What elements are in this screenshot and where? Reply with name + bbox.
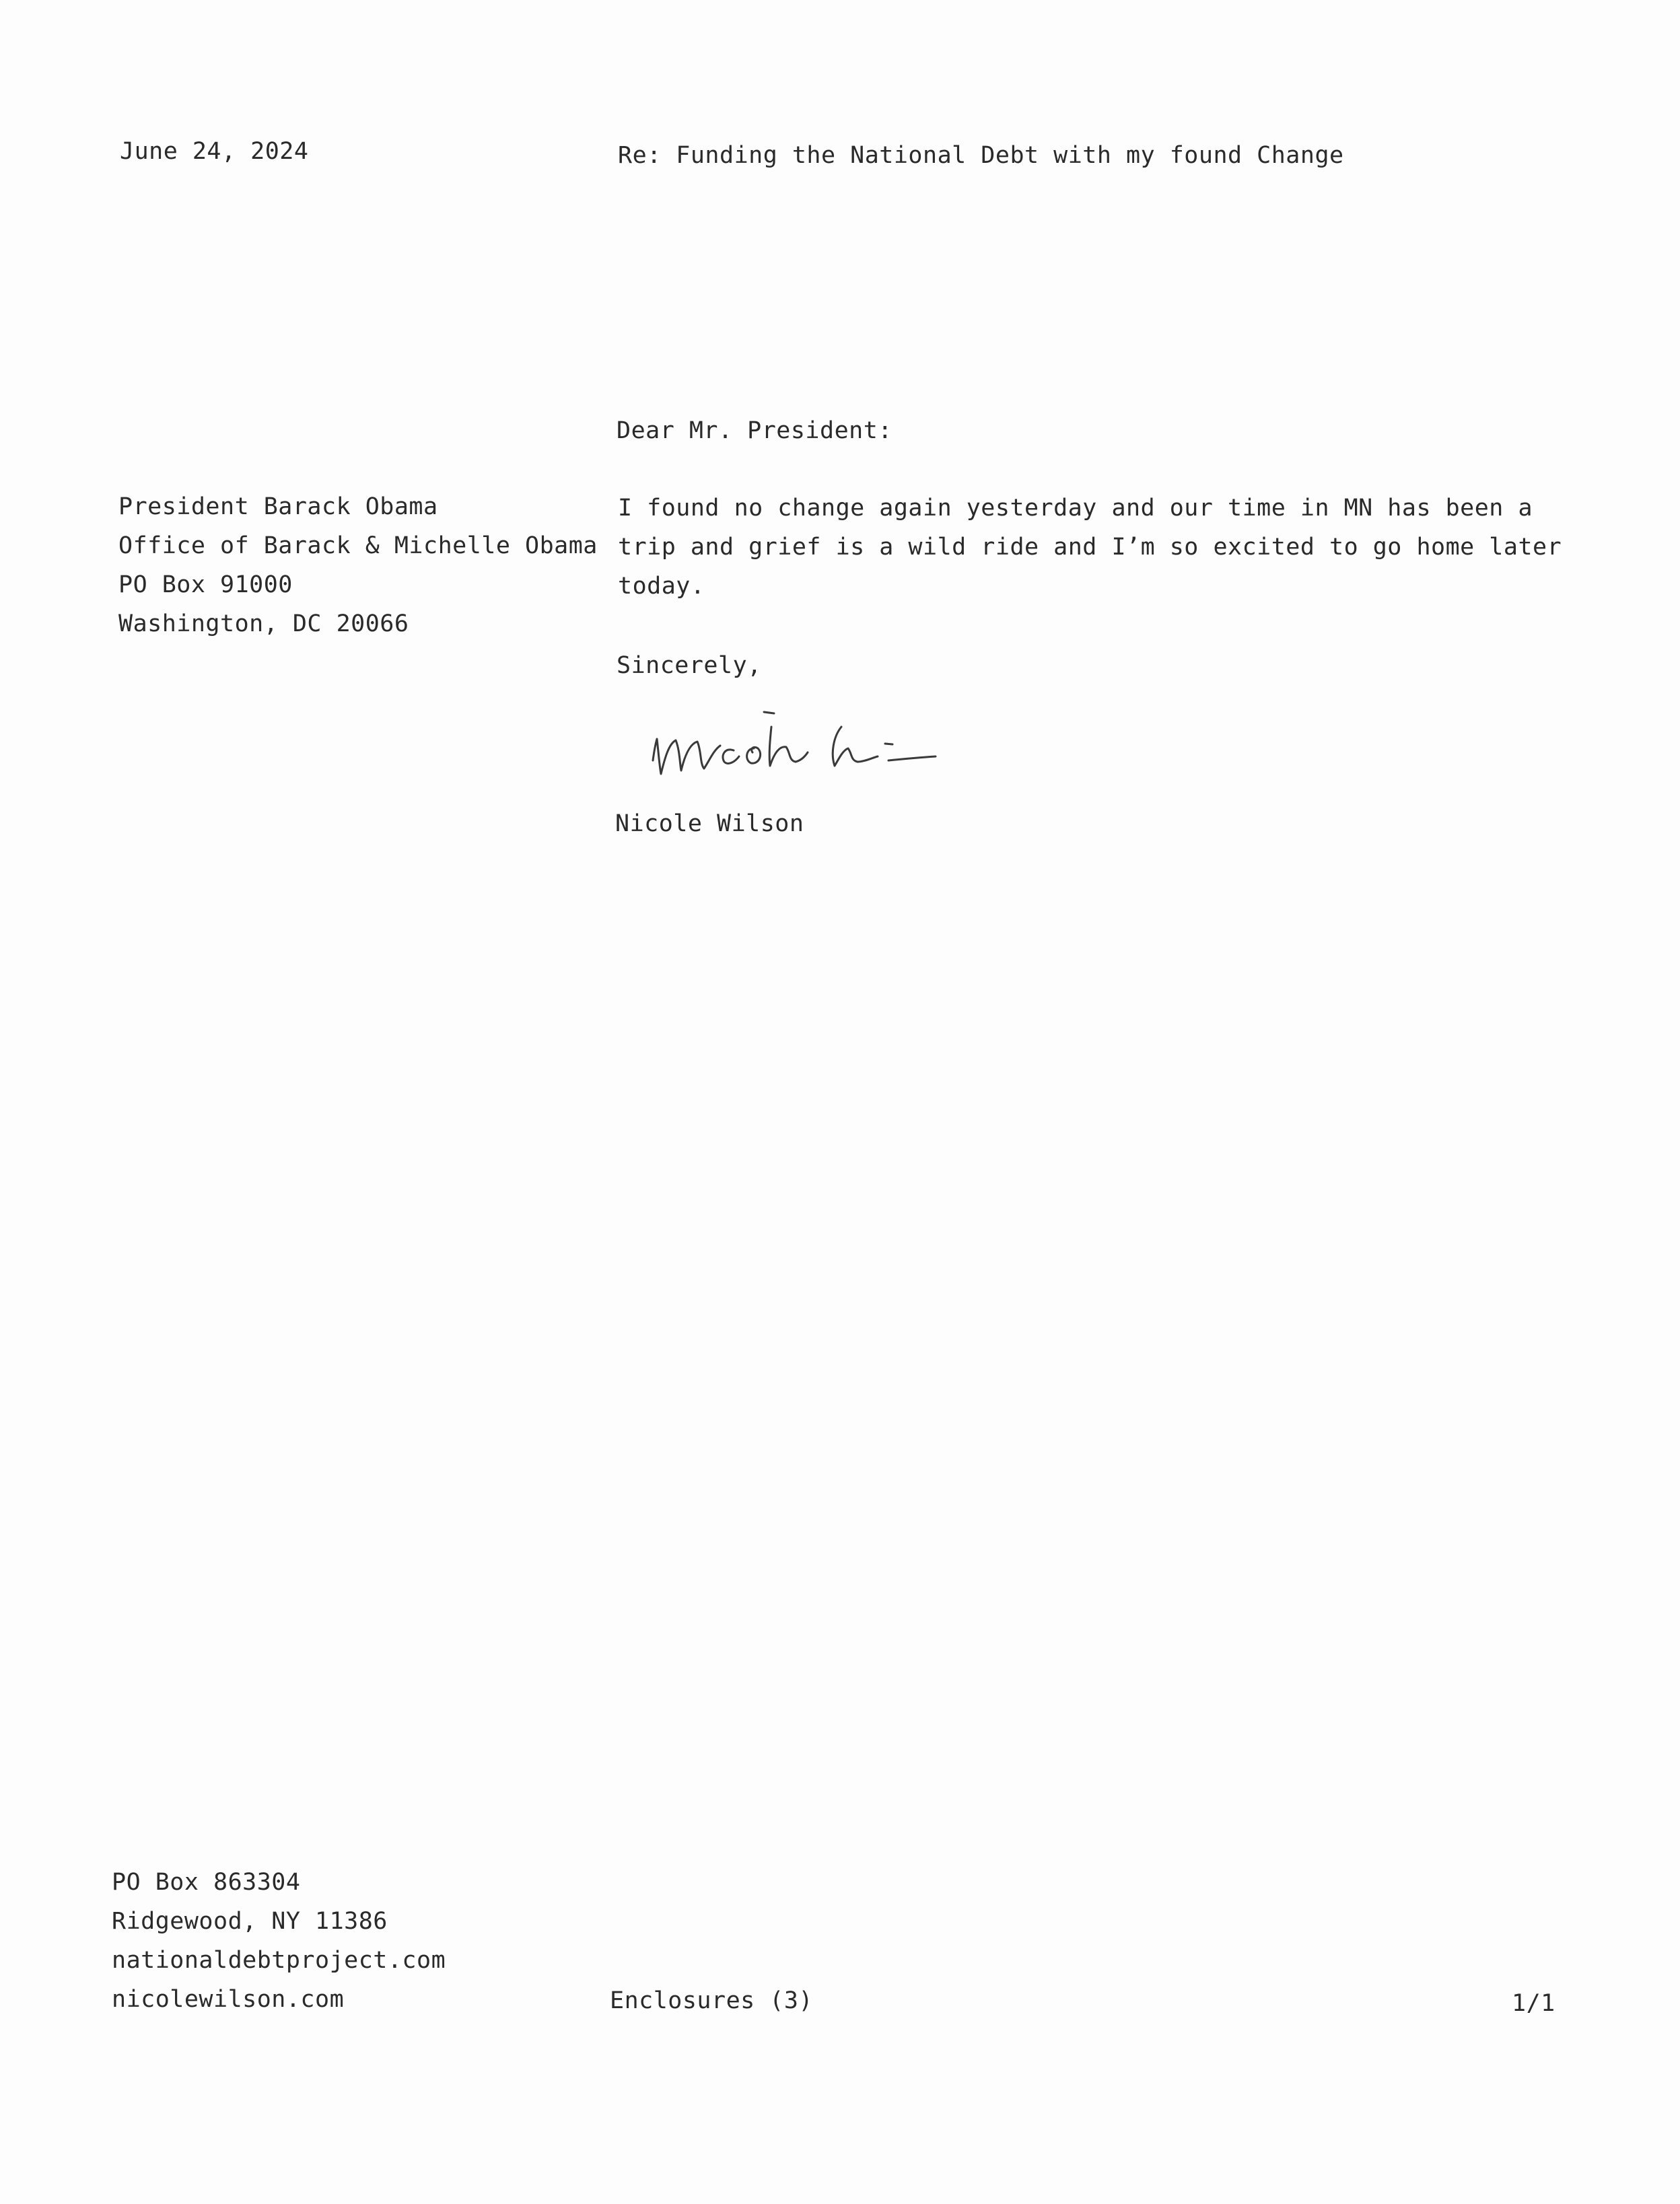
body-line: trip and grief is a wild ride and I’m so excited to go home later bbox=[618, 534, 1562, 561]
handwritten-signature bbox=[646, 686, 996, 801]
recipient-line: President Barack Obama bbox=[118, 493, 438, 520]
closing: Sincerely, bbox=[617, 652, 762, 679]
signer-name: Nicole Wilson bbox=[615, 810, 804, 837]
return-address-line: nicolewilson.com bbox=[112, 1986, 345, 2013]
return-address-line: PO Box 863304 bbox=[112, 1869, 301, 1896]
recipient-line: PO Box 91000 bbox=[118, 571, 293, 598]
letter-date: June 24, 2024 bbox=[120, 138, 309, 165]
enclosures-note: Enclosures (3) bbox=[610, 1987, 814, 2014]
recipient-line: Washington, DC 20066 bbox=[118, 610, 409, 637]
return-address-line: Ridgewood, NY 11386 bbox=[112, 1908, 388, 1935]
body-line: today. bbox=[618, 573, 705, 600]
letter-subject: Re: Funding the National Debt with my found Change bbox=[618, 142, 1344, 169]
page-number: 1/1 bbox=[1512, 1990, 1555, 2017]
return-address bbox=[112, 1863, 446, 2019]
recipient-line: Office of Barack & Michelle Obama bbox=[118, 532, 598, 559]
salutation: Dear Mr. President: bbox=[617, 417, 893, 444]
return-address-line: nationaldebtproject.com bbox=[112, 1947, 446, 1974]
body-line: I found no change again yesterday and our time in MN has been a bbox=[618, 495, 1533, 522]
letter-body bbox=[618, 489, 1562, 606]
recipient-address bbox=[118, 487, 598, 643]
